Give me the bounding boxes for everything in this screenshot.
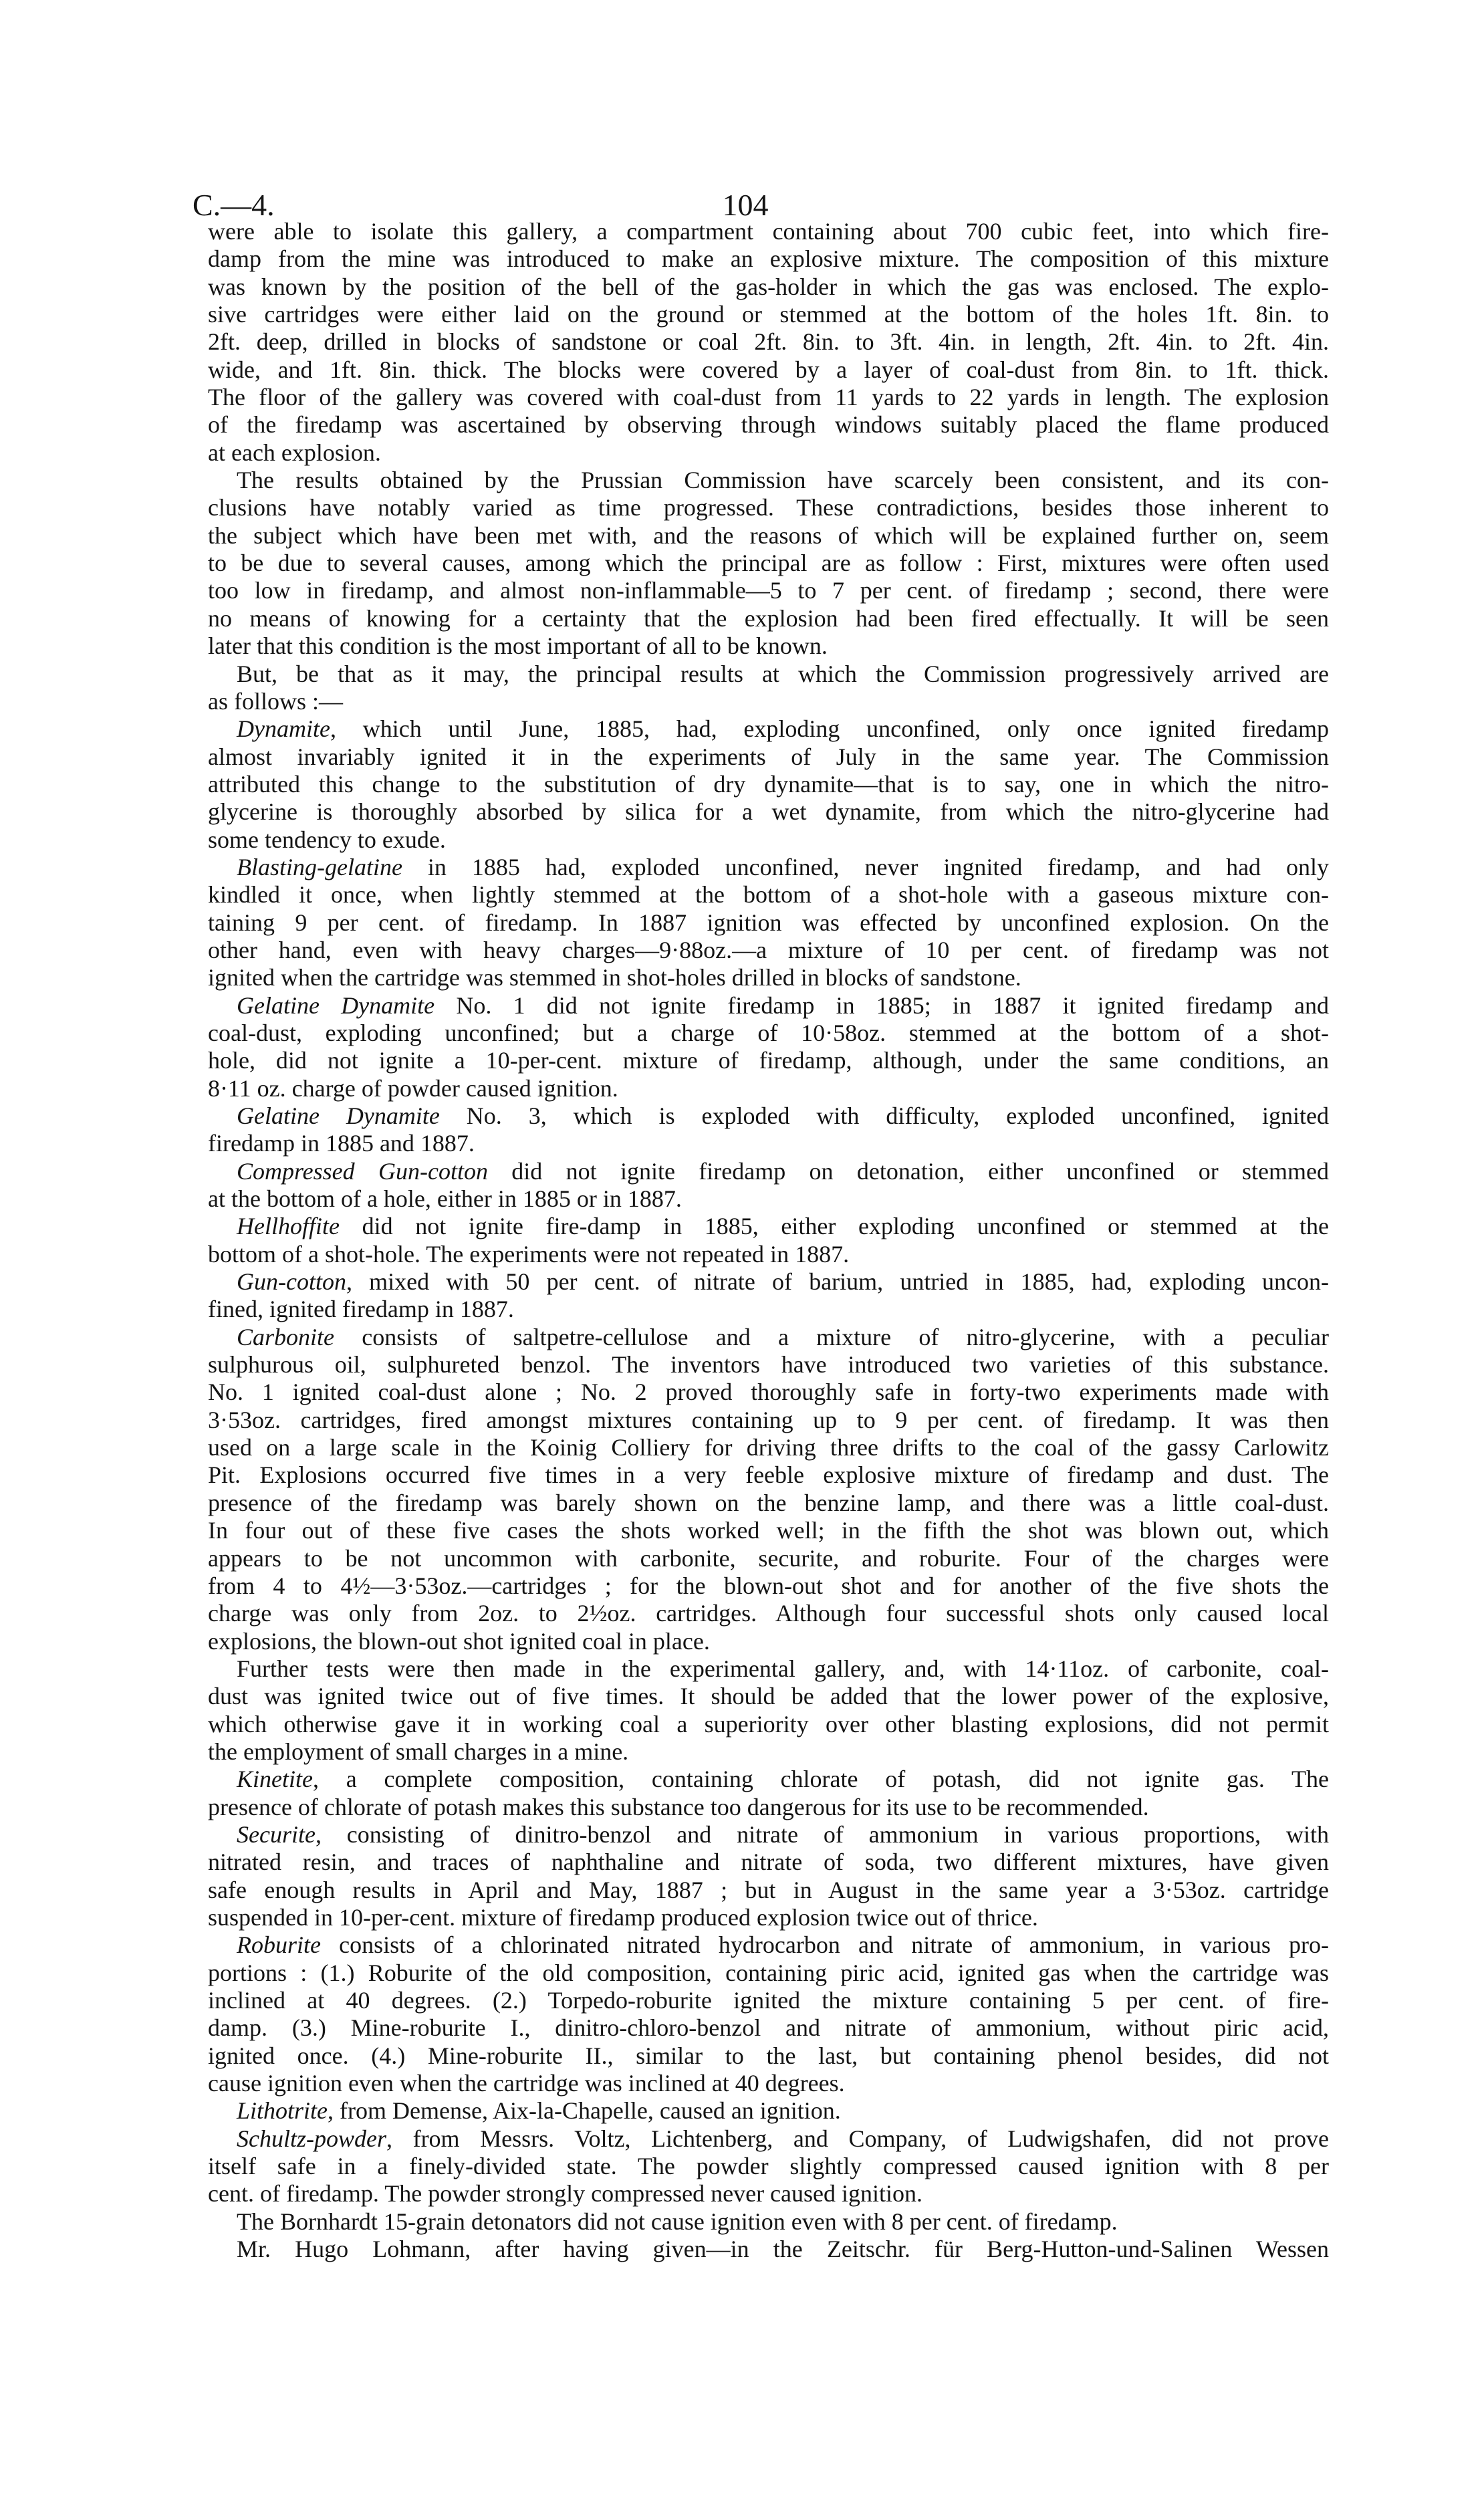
text-line (208, 1987, 1329, 2014)
text-line (208, 356, 1329, 384)
text-line (208, 245, 1329, 273)
line-text: the employment of small charges in a mine. (208, 1738, 629, 1765)
italic-term: Dynamite (237, 715, 330, 743)
text-line (208, 1600, 1329, 1627)
line-text: fined, ignited firedamp in 1887. (208, 1296, 514, 1323)
text-line (208, 826, 1329, 854)
line-text: No. 1 did not ignite firedamp in 1885; in 1887 it ignited firedamp and (435, 991, 1329, 1019)
paragraph (208, 715, 1329, 854)
text-line (208, 2042, 1329, 2070)
section-reference: C.—4. (193, 188, 275, 222)
line-text: inclined at 40 degrees. (2.) Torpedo-roburite ignited the mixture containing 5 per cent. of fire- (208, 1987, 1329, 2014)
line-text: , a complete composition, containing chlorate of potash, did not ignite gas. The (312, 1766, 1329, 1793)
text-line (208, 1324, 1329, 1351)
text-line (208, 550, 1329, 577)
line-text: sive cartridges were either laid on the ground or stemmed at the bottom of the holes 1ft. 8in. to (208, 301, 1329, 328)
italic-term: Blasting-gelatine (237, 853, 402, 880)
line-text: other hand, even with heavy charges—9·88oz.—a mixture of 10 per cent. of firedamp was not (208, 936, 1329, 963)
line-text: consists of saltpetre-cellulose and a mixture of nitro-glycerine, with a peculiar (334, 1323, 1329, 1350)
text-line (208, 2014, 1329, 2042)
line-text: attributed this change to the substitution of dry dynamite—that is to say, one in which the nitro- (208, 770, 1329, 798)
paragraph (208, 1324, 1329, 1655)
paragraph (208, 1158, 1329, 1213)
text-line (208, 1351, 1329, 1379)
line-text: from 4 to 4½—3·53oz.—cartridges ; for the blown-out shot and for another of the five shots the (208, 1572, 1329, 1599)
text-line (208, 1489, 1329, 1517)
line-text: , from Messrs. Voltz, Lichtenberg, and Company, of Ludwigshafen, did not prove (386, 2125, 1329, 2152)
paragraph (208, 1766, 1329, 1821)
text-line (208, 1877, 1329, 1904)
line-text: 8·11 oz. charge of powder caused ignition. (208, 1074, 618, 1102)
line-text: charge was only from 2oz. to 2½oz. cartridges. Although four successful shots only caused local (208, 1600, 1329, 1627)
text-line (208, 1517, 1329, 1544)
paragraph (208, 1821, 1329, 1931)
line-text: cause ignition even when the cartridge was inclined at 40 degrees. (208, 2070, 845, 2097)
line-text: No. 1 ignited coal-dust alone ; No. 2 proved thoroughly safe in forty-two experiments made with (208, 1379, 1329, 1406)
text-line (208, 1185, 1329, 1213)
line-text: itself safe in a finely-divided state. The powder slightly compressed caused ignition with 8 per (208, 2153, 1329, 2180)
line-text: too low in firedamp, and almost non-inflammable—5 to 7 per cent. of firedamp ; second, there were (208, 577, 1329, 604)
line-text: did not ignite firedamp on detonation, either unconfined or stemmed (487, 1157, 1329, 1185)
line-text: in 1885 had, exploded unconfined, never ingnited firedamp, and had only (402, 853, 1329, 880)
text-line (208, 577, 1329, 604)
text-line (208, 2070, 1329, 2097)
text-line (208, 301, 1329, 328)
text-line (208, 1738, 1329, 1766)
text-line (208, 411, 1329, 439)
paragraph (208, 467, 1329, 660)
line-text: of the firedamp was ascertained by observing through windows suitably placed the flame produced (208, 411, 1329, 439)
text-line (208, 1766, 1329, 1793)
line-text: taining 9 per cent. of firedamp. In 1887 ignition was effected by unconfined explosion. On the (208, 909, 1329, 936)
line-text: No. 3, which is exploded with difficulty, exploded unconfined, ignited (439, 1102, 1329, 1129)
text-line (208, 1655, 1329, 1683)
line-text: no means of knowing for a certainty that the explosion had been fired effectually. It will be seen (208, 604, 1329, 632)
paragraph (208, 218, 1329, 467)
line-text: Further tests were then made in the experimental gallery, and, with 14·11oz. of carbonite, coal- (237, 1655, 1329, 1682)
text-line (208, 743, 1329, 771)
paragraph (208, 854, 1329, 992)
line-text: damp. (3.) Mine-roburite I., dinitro-chloro-benzol and nitrate of ammonium, without piric acid, (208, 2014, 1329, 2042)
line-text: was known by the position of the bell of the gas-holder in which the gas was enclosed. The explo- (208, 273, 1329, 300)
line-text: explosions, the blown-out shot ignited coal in place. (208, 1627, 710, 1655)
text-line (208, 1711, 1329, 1738)
text-line (208, 771, 1329, 798)
line-text: , mixed with 50 per cent. of nitrate of barium, untried in 1885, had, exploding uncon- (346, 1268, 1329, 1296)
text-line (208, 1821, 1329, 1849)
text-line (208, 1545, 1329, 1572)
text-line (208, 1959, 1329, 1987)
line-text: dust was ignited twice out of five times. It should be added that the lower power of the explosive, (208, 1683, 1329, 1710)
paragraph (208, 1102, 1329, 1158)
line-text: 2ft. deep, drilled in blocks of sandstone or coal 2ft. 8in. to 3ft. 4in. in length, 2ft. 4in. to 2ft. 4in. (208, 328, 1329, 356)
text-line (208, 1102, 1329, 1130)
paragraph (208, 2208, 1329, 2236)
paragraph (208, 1655, 1329, 1766)
text-line (208, 1849, 1329, 1876)
text-line (208, 2208, 1329, 2236)
line-text: But, be that as it may, the principal results at which the Commission progressively arrived are (237, 660, 1329, 687)
italic-term: Schultz-powder (237, 2125, 386, 2152)
line-text: wide, and 1ft. 8in. thick. The blocks were covered by a layer of coal-dust from 8in. to 1ft. thick. (208, 356, 1329, 383)
text-line (208, 1241, 1329, 1268)
line-text: later that this condition is the most important of all to be known. (208, 632, 828, 660)
paragraph (208, 992, 1329, 1102)
line-text: which otherwise gave it in working coal a superiority over other blasting explosions, did not permit (208, 1710, 1329, 1738)
line-text: 3·53oz. cartridges, fired amongst mixtures containing up to 9 per cent. of firedamp. It was then (208, 1406, 1329, 1433)
text-line (208, 605, 1329, 632)
line-text: were able to isolate this gallery, a compartment containing about 700 cubic feet, into which fire- (208, 218, 1329, 245)
text-line (208, 854, 1329, 881)
text-line (208, 798, 1329, 826)
line-text: bottom of a shot-hole. The experiments were not repeated in 1887. (208, 1240, 850, 1268)
text-line (208, 1075, 1329, 1102)
paragraph (208, 2125, 1329, 2208)
line-text: did not ignite fire-damp in 1885, either exploding unconfined or stemmed at the (339, 1213, 1329, 1240)
text-line (208, 218, 1329, 245)
line-text: glycerine is thoroughly absorbed by silica for a wet dynamite, from which the nitro-glycerine had (208, 798, 1329, 826)
paragraph (208, 1213, 1329, 1268)
text-line (208, 909, 1329, 937)
line-text: nitrated resin, and traces of naphthaline and nitrate of soda, two different mixtures, have given (208, 1849, 1329, 1876)
text-line (208, 1296, 1329, 1323)
text-line (208, 273, 1329, 301)
paragraph (208, 1931, 1329, 2097)
line-text: as follows :— (208, 687, 343, 715)
line-text: , which until June, 1885, had, exploding unconfined, only once ignited firedamp (330, 715, 1329, 743)
line-text: Pit. Explosions occurred five times in a very feeble explosive mixture of firedamp and dust. The (208, 1461, 1329, 1489)
line-text: sulphurous oil, sulphureted benzol. The inventors have introduced two varieties of this substance. (208, 1351, 1329, 1379)
line-text: cent. of firedamp. The powder strongly compressed never caused ignition. (208, 2180, 923, 2208)
italic-term: Roburite (237, 1931, 321, 1959)
text-line (208, 688, 1329, 715)
text-line (208, 632, 1329, 660)
line-text: some tendency to exude. (208, 826, 446, 853)
line-text: appears to be not uncommon with carbonite, securite, and roburite. Four of the charges were (208, 1544, 1329, 1572)
text-line (208, 1379, 1329, 1406)
line-text: , from Demense, Aix-la-Chapelle, caused an ignition. (328, 2097, 841, 2125)
text-line (208, 1461, 1329, 1489)
text-line (208, 1020, 1329, 1047)
line-text: presence of chlorate of potash makes this substance too dangerous for its use to be recommended. (208, 1793, 1149, 1820)
text-line (208, 439, 1329, 467)
italic-term: Gelatine Dynamite (237, 991, 435, 1019)
text-line (208, 1628, 1329, 1655)
text-line (208, 1794, 1329, 1821)
text-line (208, 384, 1329, 411)
text-line (208, 1268, 1329, 1296)
page-number: 104 (722, 188, 769, 222)
text-line (208, 881, 1329, 909)
text-line (208, 1158, 1329, 1185)
italic-term: Kinetite (237, 1766, 313, 1793)
line-text: kindled it once, when lightly stemmed at the bottom of a shot-hole with a gaseous mixture con- (208, 881, 1329, 909)
text-line (208, 467, 1329, 494)
text-line (208, 661, 1329, 688)
line-text: suspended in 10-per-cent. mixture of firedamp produced explosion twice out of thrice. (208, 1903, 1038, 1931)
italic-term: Hellhoffite (237, 1213, 340, 1240)
document-body (208, 218, 1329, 2263)
text-line (208, 1130, 1329, 1157)
line-text: almost invariably ignited it in the experiments of July in the same year. The Commission (208, 743, 1329, 770)
text-line (208, 937, 1329, 964)
line-text: Mr. Hugo Lohmann, after having given—in the Zeitschr. für Berg-Hutton-und-Salinen Wessen (237, 2236, 1329, 2263)
text-line (208, 2125, 1329, 2153)
line-text: The floor of the gallery was covered with coal-dust from 11 yards to 22 yards in length. The explosion (208, 384, 1329, 411)
line-text: portions : (1.) Roburite of the old composition, containing piric acid, ignited gas when the cartridge was (208, 1959, 1329, 1986)
text-line (208, 2180, 1329, 2208)
line-text: at the bottom of a hole, either in 1885 or in 1887. (208, 1185, 682, 1213)
line-text: at each explosion. (208, 439, 381, 466)
text-line (208, 715, 1329, 743)
paragraph (208, 1268, 1329, 1324)
paragraph (208, 2236, 1329, 2263)
line-text: In four out of these five cases the shots worked well; in the fifth the shot was blown out, which (208, 1517, 1329, 1544)
italic-term: Carbonite (237, 1323, 335, 1350)
line-text: the subject which have been met with, and the reasons of which will be explained further on, seem (208, 521, 1329, 549)
text-line (208, 494, 1329, 521)
italic-term: Compressed Gun-cotton (237, 1157, 488, 1185)
text-line (208, 1407, 1329, 1434)
paragraph (208, 2097, 1329, 2125)
text-line (208, 328, 1329, 356)
text-line (208, 1683, 1329, 1710)
text-line (208, 992, 1329, 1020)
text-line (208, 964, 1329, 991)
line-text: The Bornhardt 15-grain detonators did not cause ignition even with 8 per cent. of firedamp. (237, 2208, 1118, 2235)
text-line (208, 1213, 1329, 1240)
line-text: firedamp in 1885 and 1887. (208, 1130, 475, 1157)
line-text: damp from the mine was introduced to make an explosive mixture. The composition of this mixture (208, 245, 1329, 273)
line-text: ignited when the cartridge was stemmed in shot-holes drilled in blocks of sandstone. (208, 964, 1021, 991)
line-text: to be due to several causes, among which the principal are as follow : First, mixtures were often used (208, 550, 1329, 577)
text-line (208, 2097, 1329, 2125)
paragraph (208, 661, 1329, 716)
italic-term: Lithotrite (237, 2097, 328, 2125)
line-text: presence of the firedamp was barely shown on the benzine lamp, and there was a little coal-dust. (208, 1489, 1329, 1516)
text-line (208, 1904, 1329, 1931)
italic-term: Gun-cotton (237, 1268, 346, 1296)
text-line (208, 2153, 1329, 2180)
line-text: coal-dust, exploding unconfined; but a charge of 10·58oz. stemmed at the bottom of a shot- (208, 1019, 1329, 1046)
line-text: The results obtained by the Prussian Commission have scarcely been consistent, and its con- (237, 467, 1329, 494)
line-text: clusions have notably varied as time progressed. These contradictions, besides those inherent to (208, 494, 1329, 521)
italic-term: Gelatine Dynamite (237, 1102, 440, 1129)
text-line (208, 1047, 1329, 1074)
text-line (208, 2236, 1329, 2263)
line-text: consists of a chlorinated nitrated hydrocarbon and nitrate of ammonium, in various pro- (320, 1931, 1329, 1959)
line-text: safe enough results in April and May, 1887 ; but in August in the same year a 3·53oz. cartridge (208, 1876, 1329, 1903)
text-line (208, 1572, 1329, 1600)
italic-term: Securite (237, 1820, 316, 1848)
text-line (208, 1931, 1329, 1959)
line-text: , consisting of dinitro-benzol and nitrate of ammonium in various proportions, with (315, 1820, 1329, 1848)
line-text: hole, did not ignite a 10-per-cent. mixture of firedamp, although, under the same conditions, an (208, 1047, 1329, 1074)
text-line (208, 1434, 1329, 1461)
text-line (208, 522, 1329, 550)
line-text: ignited once. (4.) Mine-roburite II., similar to the last, but containing phenol besides, did not (208, 2042, 1329, 2069)
line-text: used on a large scale in the Koinig Colliery for driving three drifts to the coal of the gassy Carlowitz (208, 1434, 1329, 1461)
